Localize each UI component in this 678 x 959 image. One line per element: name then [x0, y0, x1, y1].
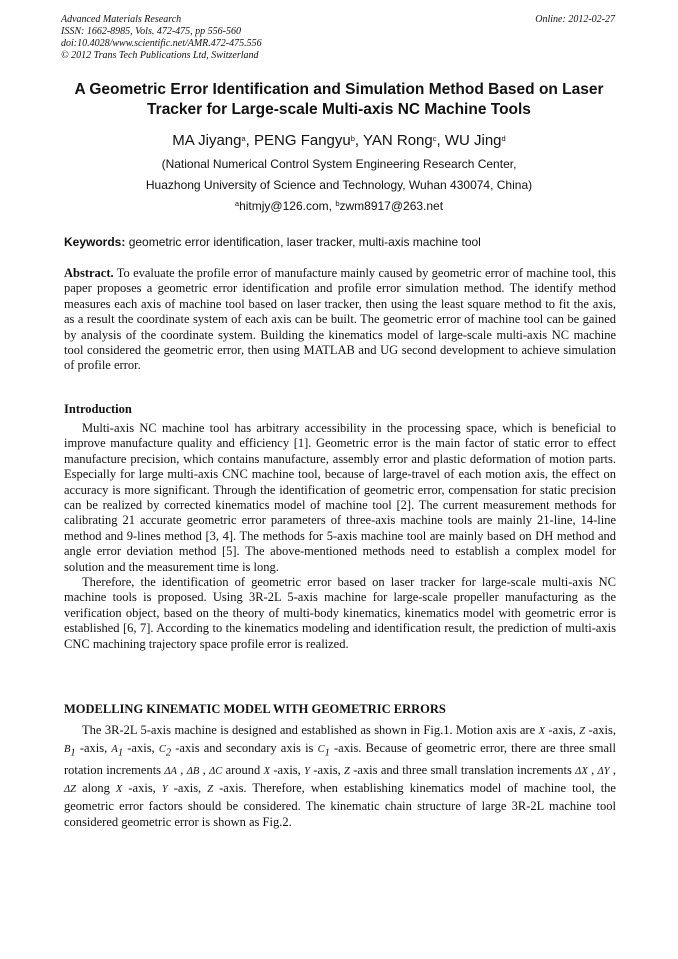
author-name: PENG Fangyu: [254, 132, 351, 149]
doi-line: doi:10.4028/www.scientific.net/AMR.472-475.556: [61, 38, 262, 49]
abstract-text: To evaluate the profile error of manufacture mainly caused by geometric error of machine tool, this paper proposes a geometric error identification and profile error simulation method. The identify method measures each axis of machine tool based on laser tracker, then using the least square method to fit the axis, as a result the coordinate system of each axis can be built. The geometric error of machine tool can be gained by analysis of the coordinate system. Building the kinematics model of large-scale multi-axis NC machine tool considered the geometric error, then using MATLAB and UG second development to achieve simulation of profile error.: [64, 266, 616, 373]
math-symbol: Z: [579, 726, 586, 737]
text-run: ,: [587, 762, 598, 777]
math-subscript: 1: [70, 747, 76, 759]
abstract: [64, 266, 616, 374]
text-run: -axis,: [309, 762, 345, 777]
math-symbol: Z: [207, 783, 214, 795]
title-line-2: Tracker for Large-scale Multi-axis NC Machine Tools: [147, 101, 531, 118]
email-sup: a: [234, 199, 240, 208]
text-run: ,: [199, 762, 210, 777]
text-run: -axis and secondary axis is: [171, 741, 318, 755]
math-symbol: A: [111, 744, 118, 755]
keywords-label: Keywords:: [64, 235, 126, 249]
introduction-body: [64, 421, 616, 652]
math-symbol: Y: [304, 765, 310, 777]
abstract-label: Abstract.: [64, 266, 114, 280]
journal-header: [61, 14, 615, 62]
math-symbol: C: [158, 744, 166, 755]
text-run: -axis. Therefore, when establishing kinematics model of machine tool, the geometric error factors should be considered. The kinematic chain structure of large 3R-2L machine tool considered geometric error is shown as Fig.2.: [64, 780, 616, 829]
math-symbol: ΔX: [575, 765, 588, 777]
section-heading-introduction: Introduction: [64, 402, 132, 416]
math-symbol: B: [64, 744, 71, 755]
author-sup: d: [501, 134, 506, 143]
math-symbol: ΔY: [597, 765, 610, 777]
journal-name: Advanced Materials Research: [61, 14, 182, 25]
text-run: along: [76, 780, 116, 795]
section-heading-modelling: MODELLING KINEMATIC MODEL WITH GEOMETRIC ERRORS: [64, 702, 446, 716]
math-subscript: 2: [165, 747, 172, 759]
keywords: [64, 234, 616, 250]
math-symbol: X: [538, 726, 545, 737]
math-subscript: 1: [324, 747, 330, 759]
author-sup: a: [241, 134, 246, 143]
author-separator: ,: [245, 132, 255, 149]
author-emails: [40, 198, 638, 214]
author-name: WU Jing: [444, 132, 502, 149]
affiliation-line-1: (National Numerical Control System Engineering Research Center,: [161, 157, 517, 171]
text-run: The 3R-2L 5-axis machine is designed and established as shown in Fig.1. Motion axis are: [82, 723, 539, 737]
author-separator: ,: [436, 132, 445, 149]
text-run: -axis and three small translation increments: [349, 762, 576, 777]
issn-line: ISSN: 1662-8985, Vols. 472-475, pp 556-560: [61, 26, 241, 37]
text-run: -axis,: [544, 723, 580, 737]
text-run: ,: [609, 762, 616, 777]
modelling-body: [64, 722, 616, 830]
math-symbol: ΔC: [209, 765, 223, 777]
text-run: -axis,: [122, 780, 162, 795]
text-run: -axis,: [123, 741, 159, 755]
paragraph: [64, 722, 616, 830]
text-run: -axis,: [75, 741, 112, 755]
author-sup: c: [432, 134, 437, 143]
affiliation-line-2: Huazhong University of Science and Technology, Wuhan 430074, China): [145, 178, 533, 192]
text-run: around: [222, 762, 264, 777]
author-separator: ,: [354, 132, 363, 149]
email-a: hitmjy@126.com,: [239, 199, 336, 213]
math-symbol: C: [317, 744, 325, 755]
math-subscript: 1: [117, 747, 124, 759]
paper-title: [40, 80, 638, 120]
title-line-1: A Geometric Error Identification and Simulation Method Based on Laser: [74, 81, 604, 98]
author-list: [40, 131, 638, 151]
paragraph: Therefore, the identification of geometric error based on laser tracker for large-scale multi-axis NC machine tools is proposed. Using 3R-2L 5-axis machine for large-scale propeller manufacturing as the verification object, based on the theory of multi-body kinematics, kinematics model with geometric error is established [6, 7]. According to the kinematics modeling and identification result, the prediction of multi-axis CNC machining trajectory space profile error is realized.: [64, 575, 616, 651]
author-name: MA Jiyang: [172, 132, 242, 149]
copyright-line: © 2012 Trans Tech Publications Ltd, Switzerland: [61, 50, 259, 61]
paragraph: Multi-axis NC machine tool has arbitrary accessibility in the processing space, which is beneficial to improve manufacture quality and efficiency [1]. Geometric error is the main factor of static error to effect manufacture precision, which contains manufacture, assembly error and plastic deformation of motion parts. Especially for large multi-axis CNC machine tool, because of large-travel of each motion axis, the effect on accuracy is more significant. Through the identification of geometric error, compensation for static precision can be realized by corrected kinematics model of machine tool [2]. The current measurement methods for calibrating 21 accurate geometric error parameters of three-axis machine tools are mainly 21-line, 14-line method and 9-lines method [3, 4]. The methods for 5-axis machine tool are mainly based on DH method and angle error deviation method [5]. The above-mentioned methods need to establish a complex model for solution and the measurement time is long.: [64, 421, 616, 574]
email-sup: b: [335, 199, 340, 208]
math-symbol: X: [263, 765, 271, 777]
math-symbol: ΔA: [164, 765, 177, 777]
online-date: Online: 2012-02-27: [535, 14, 615, 25]
math-symbol: ΔZ: [64, 783, 77, 795]
text-run: ,: [176, 762, 187, 777]
math-symbol: Z: [344, 765, 350, 777]
math-symbol: ΔB: [186, 765, 200, 777]
text-run: -axis,: [167, 780, 208, 795]
text-run: -axis,: [270, 762, 305, 777]
keywords-text: geometric error identification, laser tracker, multi-axis machine tool: [125, 235, 481, 249]
text-run: -axis. Because of geometric error, there are three small rotation increments: [64, 741, 616, 777]
author-sup: b: [350, 134, 355, 143]
author-name: YAN Rong: [362, 132, 433, 149]
email-b: zwm8917@263.net: [339, 199, 444, 213]
math-symbol: X: [115, 783, 123, 795]
text-run: -axis,: [585, 723, 616, 737]
math-symbol: Y: [161, 783, 168, 795]
